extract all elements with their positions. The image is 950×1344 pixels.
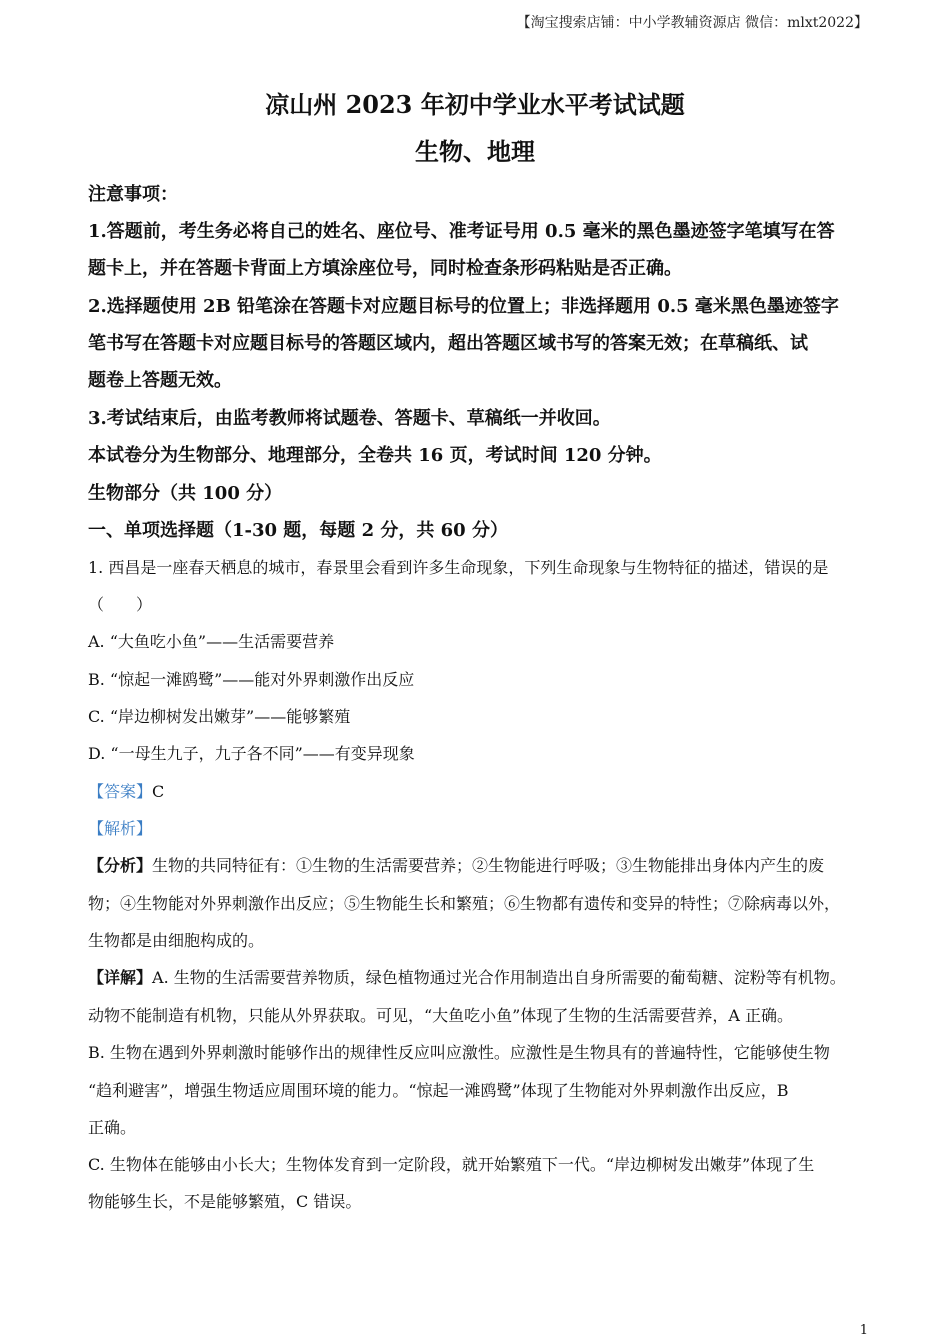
notice-item2-line3: 题卷上答题无效。	[88, 370, 232, 391]
xiangjie-label: 【详解】	[88, 968, 153, 987]
xiangjie-text: A. 生物的生活需要营养物质，绿色植物通过光合作用制造出自身所需要的葡萄糖、淀粉等有机物。	[152, 968, 846, 987]
q1-stem-line1: 1. 西昌是一座春天栖息的城市，春景里会看到许多生命现象，下列生命现象与生物特征的描述，错误的是	[88, 558, 829, 577]
part-title: 生物部分（共 100 分）	[88, 483, 283, 504]
q1-option-c: C. “岸边柳树发出嫩芽”——能够繁殖	[88, 707, 351, 726]
page-number: 1	[859, 1323, 868, 1338]
paper-info: 本试卷分为生物部分、地理部分，全卷共 16 页，考试时间 120 分钟。	[88, 445, 662, 466]
notice-heading: 注意事项：	[88, 184, 178, 205]
page-title: 凉山州 2023 年初中学业水平考试试题	[265, 90, 685, 119]
q1-c-line2: 物能够生长，不是能够繁殖，C 错误。	[88, 1192, 362, 1211]
notice-item3: 3.考试结束后，由监考教师将试题卷、答题卡、草稿纸一并收回。	[88, 408, 611, 429]
fenxi-label: 【分析】	[88, 856, 153, 875]
q1-b-line1: B. 生物在遇到外界刺激时能够作出的规律性反应叫应激性。应激性是生物具有的普遍特性，它能够使生物	[88, 1043, 830, 1062]
q1-xiangjie-line2: 动物不能制造有机物，只能从外界获取。可见，“大鱼吃小鱼”体现了生物的生活需要营养，A 正确。	[88, 1006, 794, 1025]
answer-value: C	[152, 782, 165, 801]
q1-xiangjie-line1	[88, 965, 846, 988]
fenxi-text: 生物的共同特征有：①生物的生活需要营养；②生物能进行呼吸；③生物能排出身体内产生的废	[152, 856, 825, 875]
q1-b-line2: “趋利避害”，增强生物适应周围环境的能力。“惊起一滩鸥鹭”体现了生物能对外界刺激作出反应，B	[88, 1081, 789, 1100]
header-note: 【淘宝搜索店铺：中小学教辅资源店 微信：mlxt2022】	[516, 15, 868, 31]
q1-option-b: B. “惊起一滩鸥鹭”——能对外界刺激作出反应	[88, 670, 415, 689]
q1-c-line1: C. 生物体在能够由小长大；生物体发育到一定阶段，就开始繁殖下一代。“岸边柳树发出嫩芽”体现了生	[88, 1155, 815, 1174]
section-heading: 一、单项选择题（1-30 题，每题 2 分，共 60 分）	[88, 520, 508, 541]
notice-item1-line2: 题卡上，并在答题卡背面上方填涂座位号，同时检查条形码粘贴是否正确。	[88, 258, 682, 279]
q1-b-line3: 正确。	[88, 1118, 137, 1137]
q1-fenxi-line3: 生物都是由细胞构成的。	[88, 931, 265, 950]
q1-fenxi-line2: 物；④生物能对外界刺激作出反应；⑤生物能生长和繁殖；⑥生物都有遗传和变异的特性；⑦除病毒以外，	[88, 894, 841, 913]
q1-fenxi-line1	[88, 853, 824, 876]
notice-item1-line1: 1.答题前，考生务必将自己的姓名、座位号、准考证号用 0.5 毫米的黑色墨迹签字笔填写在答	[88, 221, 835, 242]
q1-option-a: A. “大鱼吃小鱼”——生活需要营养	[88, 632, 335, 651]
q1-answer	[88, 779, 164, 802]
answer-label: 【答案】	[88, 782, 153, 801]
page-subtitle: 生物、地理	[415, 137, 535, 166]
notice-item2-line2: 笔书写在答题卡对应题目标号的答题区域内，超出答题区域书写的答案无效；在草稿纸、试	[88, 333, 808, 354]
q1-option-d: D. “一母生九子，九子各不同”——有变异现象	[88, 744, 415, 763]
notice-item2-line1: 2.选择题使用 2B 铅笔涂在答题卡对应题目标号的位置上；非选择题用 0.5 毫米黑色墨迹签字	[88, 296, 839, 317]
q1-analysis-label: 【解析】	[88, 819, 153, 838]
q1-stem-line2: （ ）	[88, 595, 153, 614]
